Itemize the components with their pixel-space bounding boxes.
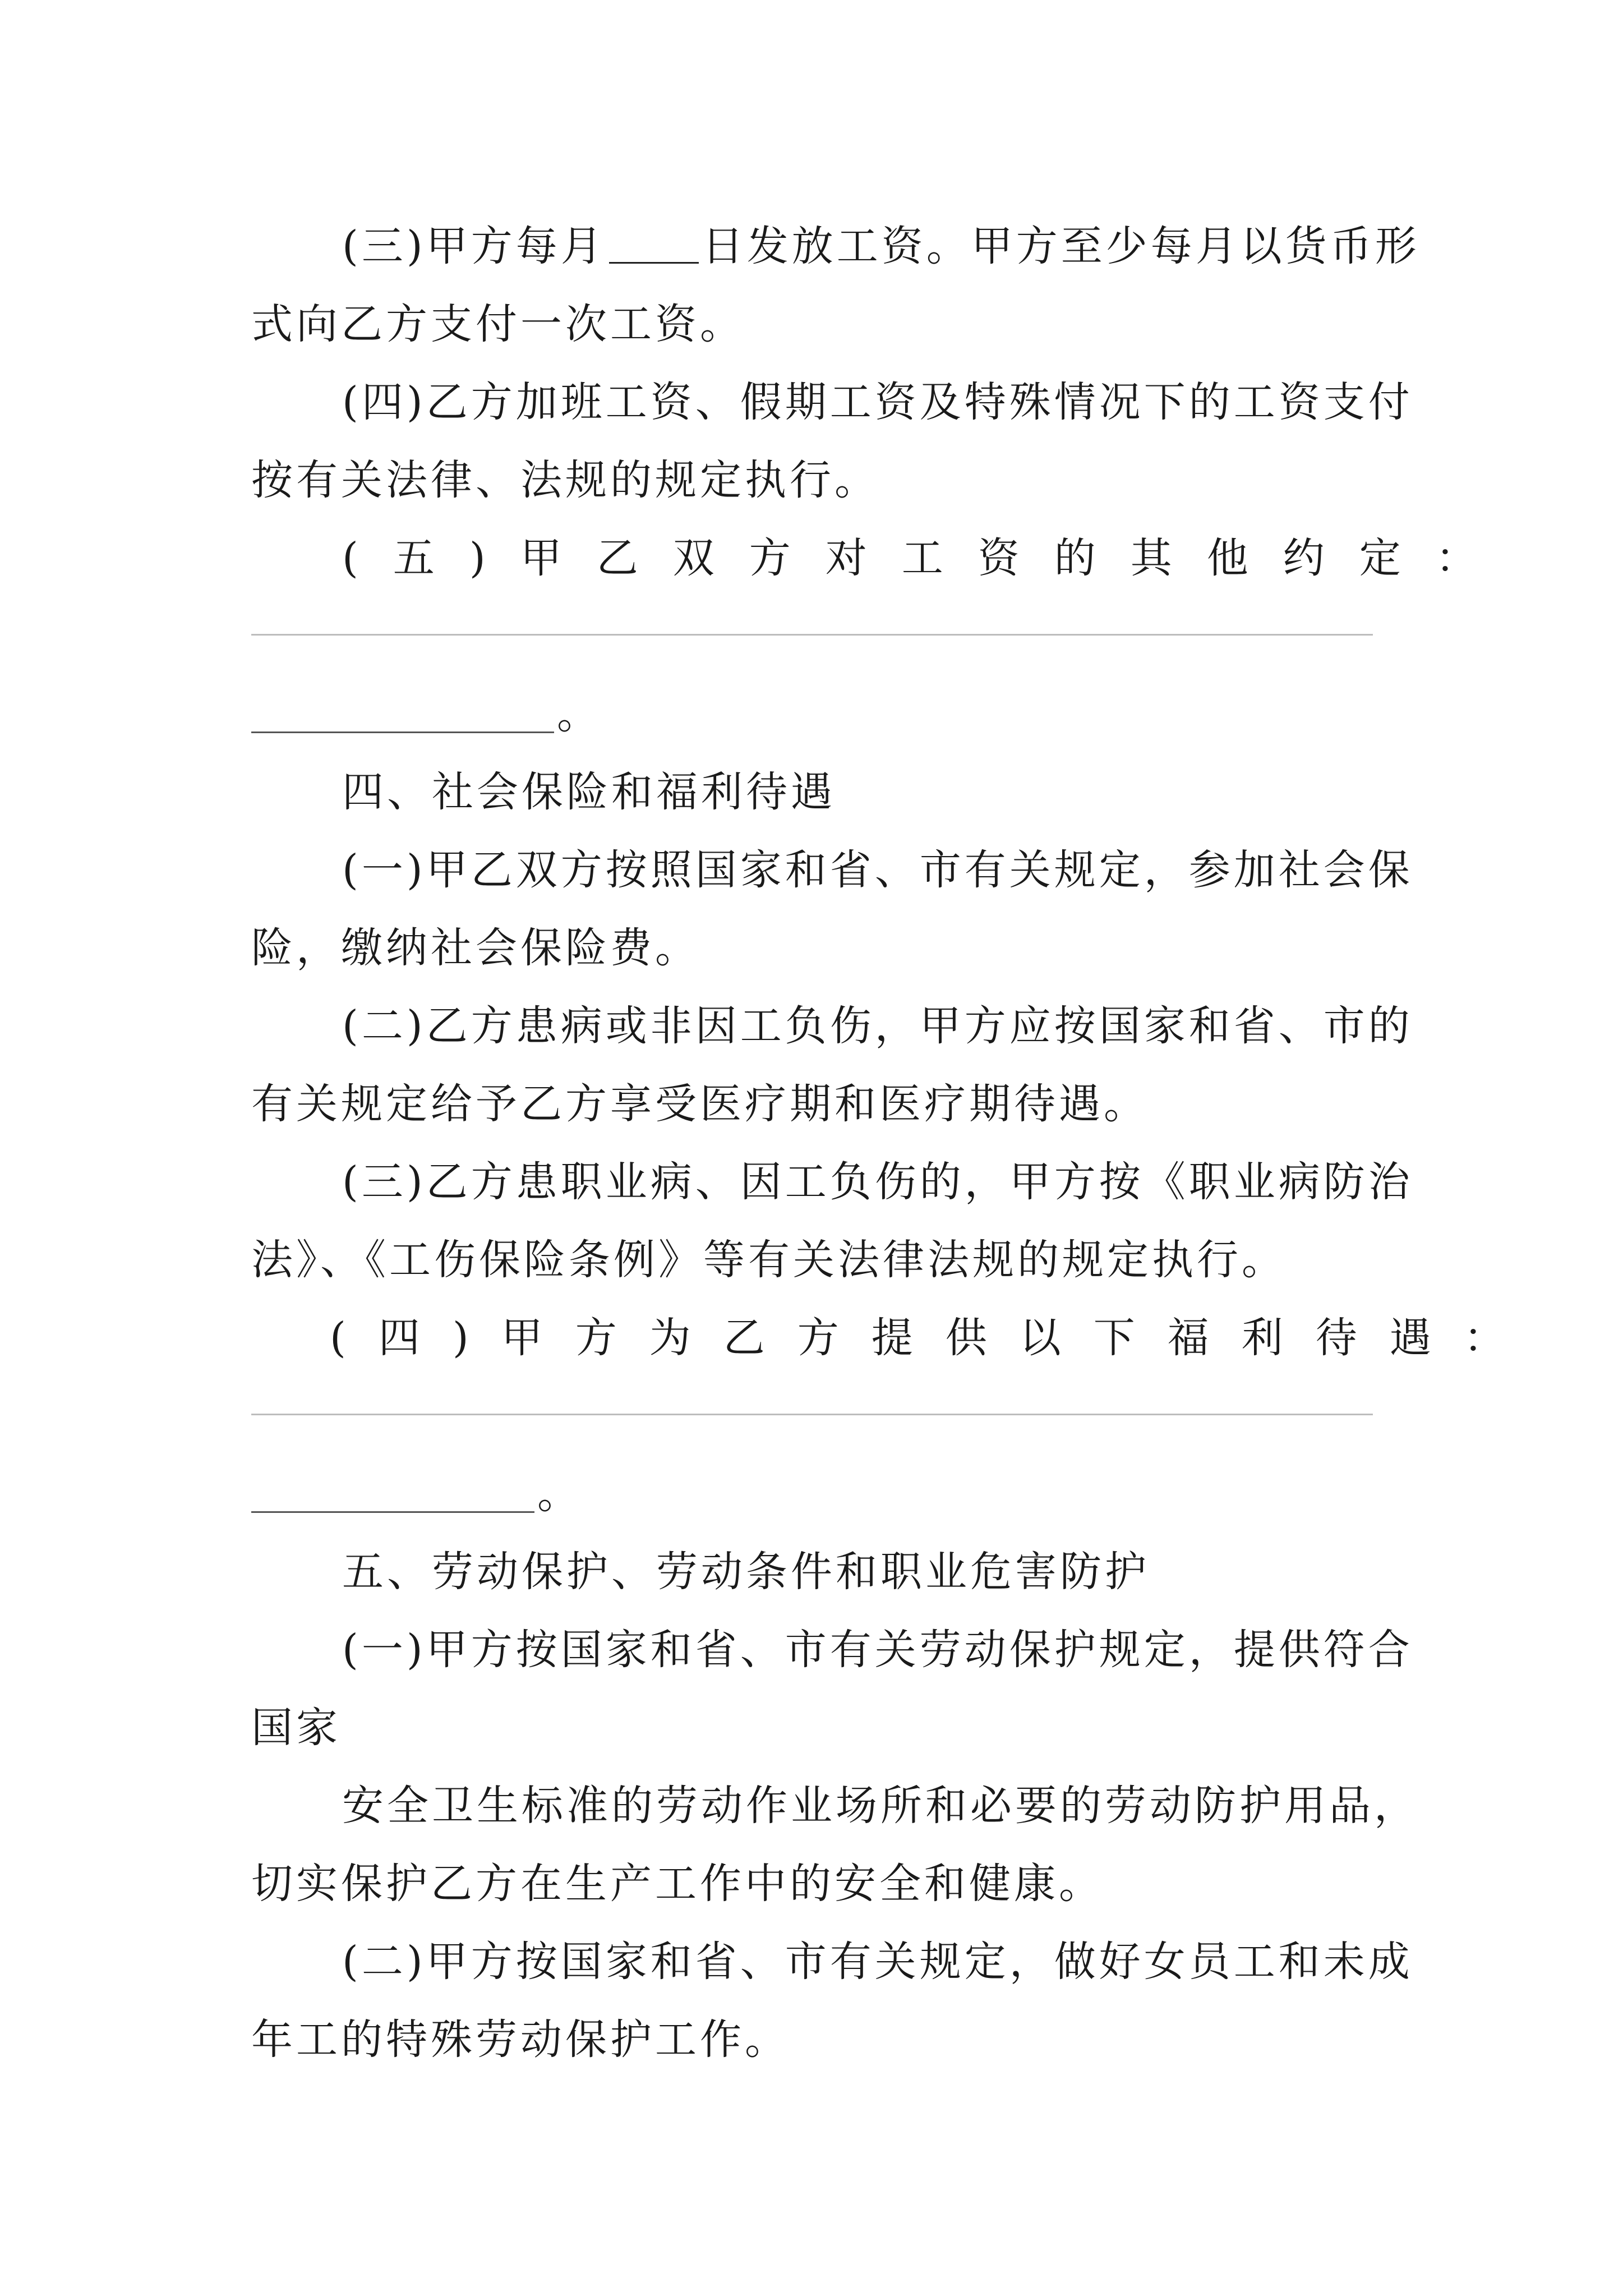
paragraph-line: 有关规定给予乙方享受医疗期和医疗期待遇。 [251,1080,1149,1128]
paragraph-line: (二)乙方患病或非因工负伤，甲方应按国家和省、市的 [342,1002,1413,1050]
section-heading: 四、社会保险和福利待遇 [342,768,836,816]
paragraph-line: 险，缴纳社会保险费。 [251,924,700,972]
fill-in-line-short [251,675,1390,753]
paragraph-line: (四)乙方加班工资、假期工资及特殊情况下的工资支付 [342,378,1413,426]
clause-text: (三)甲方每月 [342,222,606,270]
clause-text: 日发放工资。甲方至少每月以货币形 [702,222,1420,270]
paragraph-line-spaced: (五)甲乙双方对工资的其他约定： [342,534,1512,582]
document-page [251,208,1538,2079]
paragraph-line: 法》、《工伤保险条例》等有关法律法规的规定执行。 [251,1236,1287,1284]
paragraph-line: 切实保护乙方在生产工作中的安全和健康。 [251,1860,1104,1908]
paragraph-line: (三)乙方患职业病、因工负伤的，甲方按《职业病防治 [342,1158,1413,1206]
paragraph-line: 年工的特殊劳动保护工作。 [251,2016,790,2064]
paragraph-line-spaced: (四)甲方为乙方提供以下福利待遇： [330,1314,1538,1362]
paragraph-line: (一)甲方按国家和省、市有关劳动保护规定，提供符合 [342,1626,1413,1674]
section-heading: 五、劳动保护、劳动条件和职业危害防护 [342,1548,1150,1596]
paragraph-line [251,208,1420,286]
period-mark: 。 [537,1470,579,1518]
paragraph-line: 按有关法律、法规的规定执行。 [251,456,879,504]
paragraph-line: 安全卫生标准的劳动作业场所和必要的劳动防护用品， [342,1782,1419,1830]
fill-in-line [251,597,1390,675]
paragraph-line: 国家 [251,1704,341,1752]
paragraph-line: (一)甲乙双方按照国家和省、市有关规定，参加社会保 [342,846,1413,894]
paragraph-line: (二)甲方按国家和省、市有关规定，做好女员工和未成 [342,1938,1413,1986]
fill-in-line-short [251,1455,1390,1533]
fill-in-line [251,1377,1390,1455]
blank-underline [609,261,699,264]
period-mark: 。 [557,690,598,738]
paragraph-line: 式向乙方支付一次工资。 [251,300,745,348]
